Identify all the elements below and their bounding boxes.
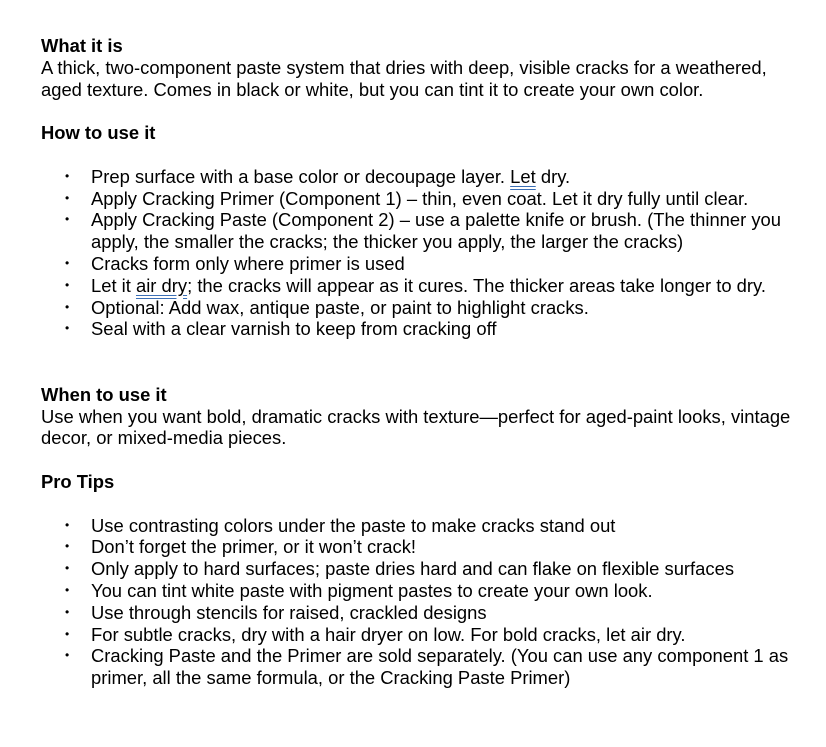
list-item-text: Cracks form only where primer is used <box>91 252 405 274</box>
bullet-icon: • <box>65 212 70 227</box>
bullet-icon: • <box>65 190 70 205</box>
list-item <box>41 166 806 188</box>
list-item <box>41 580 806 602</box>
spacer <box>41 144 806 166</box>
bullet-icon: • <box>65 539 70 554</box>
list-item <box>41 275 806 297</box>
list-item-text: dry. <box>535 165 571 187</box>
list-item <box>41 318 806 340</box>
list-item-text: You can tint white paste with pigment pastes to create your own look. <box>91 579 653 601</box>
spacer <box>41 100 806 122</box>
bullet-icon: • <box>65 582 70 597</box>
list-item-text: Apply Cracking Primer (Component 1) – thin, even coat. Let it dry fully until clear. <box>91 187 749 209</box>
bullet-icon: • <box>65 299 70 314</box>
list-item <box>41 558 806 580</box>
bullet-icon: • <box>65 626 70 641</box>
list-item-text: Use contrasting colors under the paste to make cracks stand out <box>91 514 616 536</box>
spacer <box>41 340 806 362</box>
list-item <box>41 515 806 537</box>
list-item-text: Let it <box>91 274 136 296</box>
list-item-text: Use through stencils for raised, crackled designs <box>91 601 487 623</box>
heading-what-it-is: What it is <box>41 35 123 56</box>
bullet-icon: • <box>65 517 70 532</box>
heading-how-to-use-it: How to use it <box>41 122 156 144</box>
list-item-text: Prep surface with a base color or decoupage layer. <box>91 165 511 187</box>
list-item-text: Seal with a clear varnish to keep from cracking off <box>91 318 497 340</box>
bullet-icon: • <box>65 321 70 336</box>
list-item <box>41 209 806 253</box>
how-to-use-list <box>41 166 806 340</box>
bullet-icon: • <box>65 277 70 292</box>
list-item-text: Cracking Paste and the Primer are sold separately. (You can use any component 1 as primer, all the same formula, or the Cracking Paste Primer) <box>91 645 789 689</box>
spacer <box>41 362 806 384</box>
list-item <box>41 253 806 275</box>
paragraph-when-to-use-it: Use when you want bold, dramatic cracks with texture—perfect for aged-paint looks, vintage decor, or mixed-media pieces. <box>41 405 791 449</box>
bullet-icon: • <box>65 648 70 663</box>
bullet-icon: • <box>65 561 70 576</box>
list-item-text: Only apply to hard surfaces; paste dries hard and can flake on flexible surfaces <box>91 558 735 580</box>
spacer <box>41 449 806 471</box>
list-item-text: Optional: Add wax, antique paste, or paint to highlight cracks. <box>91 296 589 318</box>
bullet-icon: • <box>65 168 70 183</box>
paragraph-what-it-is: A thick, two-component paste system that dries with deep, visible cracks for a weathered, aged texture. Comes in black or white, but you can tint it to create your own color. <box>41 56 767 100</box>
list-item-text: ; the cracks will appear as it cures. The thicker areas take longer to dry. <box>187 274 766 296</box>
list-item <box>41 624 806 646</box>
heading-when-to-use-it: When to use it <box>41 383 167 405</box>
bullet-icon: • <box>65 604 70 619</box>
list-item-text: Apply Cracking Paste (Component 2) – use a palette knife or brush. (The thinner you apply, the smaller the cracks; the thicker you apply, the larger the cracks) <box>91 209 782 253</box>
list-item-text: For subtle cracks, dry with a hair dryer on low. For bold cracks, let air dry. <box>91 623 686 645</box>
list-item <box>41 536 806 558</box>
proofing-marked-text[interactable]: Let <box>510 165 536 187</box>
heading-pro-tips: Pro Tips <box>41 470 115 492</box>
proofing-marked-text[interactable]: air dry <box>135 274 188 296</box>
list-item <box>41 602 806 624</box>
list-item <box>41 645 806 689</box>
list-item-text: Don’t forget the primer, or it won’t crack! <box>91 536 417 558</box>
list-item <box>41 188 806 210</box>
pro-tips-list <box>41 515 806 689</box>
spacer <box>41 493 806 515</box>
list-item <box>41 297 806 319</box>
bullet-icon: • <box>65 255 70 270</box>
